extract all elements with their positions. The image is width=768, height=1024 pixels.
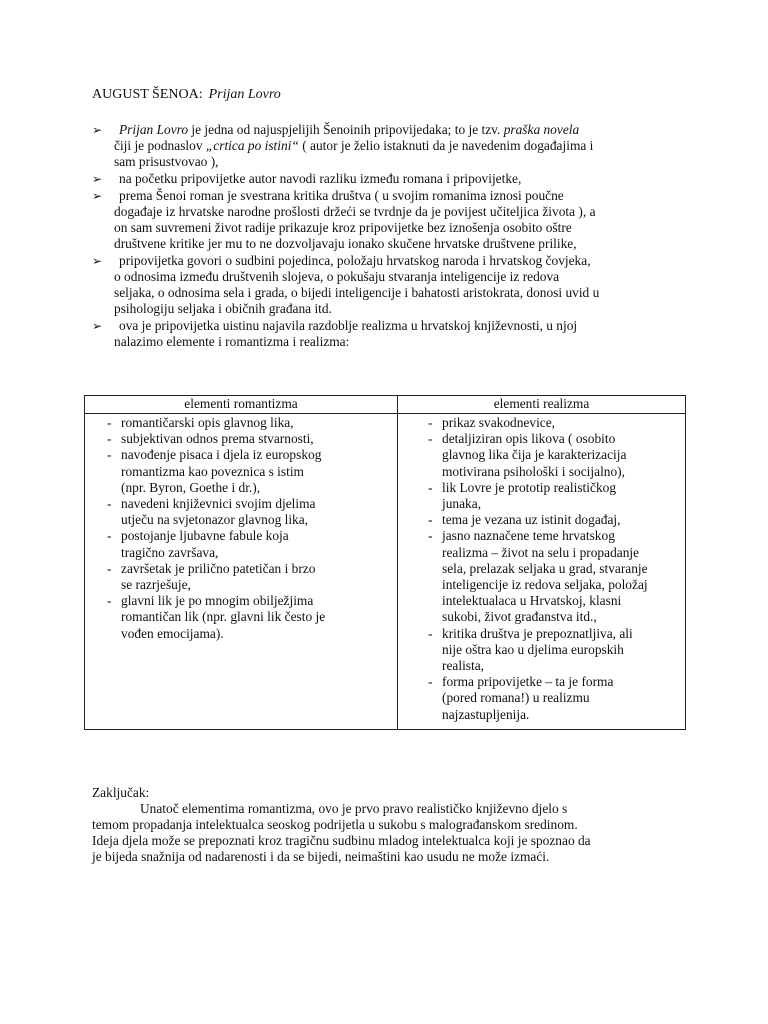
realism-item	[404, 528, 679, 625]
realism-item	[404, 415, 679, 431]
bullet-line	[114, 204, 682, 220]
romanticism-item	[91, 528, 391, 560]
dash-bullet-icon: -	[107, 496, 112, 512]
table-header-realism: elementi realizma	[398, 396, 686, 414]
bullet-line	[114, 138, 682, 154]
bullet-line	[114, 122, 682, 138]
item-line: postojanje ljubavne fabule koja	[121, 528, 289, 544]
bullet-list	[92, 122, 682, 351]
dash-bullet-icon: -	[107, 560, 112, 576]
item-line: forma pripovijetke – ta je forma	[442, 674, 614, 690]
italic-text: praška novela	[503, 122, 580, 137]
dash-bullet-icon: -	[428, 625, 433, 641]
romanticism-item	[91, 447, 391, 496]
arrow-bullet-icon: ➢	[92, 254, 103, 268]
text: psihologiju seljaka i običnih građana itd.	[114, 301, 332, 316]
item-line: lik Lovre je prototip realističkog	[442, 479, 617, 495]
text: o odnosima između društvenih slojeva, o pokušaju stvaranja inteligencije iz redova	[114, 269, 560, 284]
text: pripovijetka govori o sudbini pojedinca, položaju hrvatskog naroda i hrvatskog čovjeka,	[119, 253, 591, 268]
conclusion-section	[92, 785, 682, 865]
item-line: prikaz svakodnevice,	[442, 415, 556, 430]
dash-bullet-icon: -	[107, 415, 112, 430]
heading-work-title: Prijan Lovro	[208, 87, 281, 102]
bullet-line	[114, 269, 682, 285]
conclusion-line: temom propadanja intelektualca seoskog podrijetla u sukobu s malograđanskom sredinom.	[92, 817, 578, 832]
romanticism-cell	[85, 414, 398, 730]
realism-item	[404, 512, 679, 528]
dash-bullet-icon: -	[428, 528, 433, 544]
bullet-item	[92, 188, 682, 252]
arrow-bullet-icon: ➢	[92, 189, 103, 203]
item-line: najzastupljenija.	[442, 706, 530, 722]
italic-text: Prijan Lovro	[119, 122, 189, 137]
item-line: romantizma kao poveznica s istim	[121, 463, 304, 479]
realism-item	[404, 431, 679, 480]
bullet-line	[114, 154, 682, 170]
text: ( autor je želio istaknuti da je navedenim događajima i	[298, 138, 594, 153]
dash-bullet-icon: -	[107, 431, 112, 447]
item-line: inteligencije iz redova seljaka, položaj	[442, 577, 648, 593]
text: on sam suvremeni život radije prikazuje kroz pripovijetke bez iznošenja osobito oštre	[114, 220, 572, 235]
table-row	[85, 414, 686, 730]
item-line: tema je vezana uz istinit događaj,	[442, 512, 621, 528]
heading-author: AUGUST ŠENOA:	[92, 87, 203, 102]
bullet-line	[114, 253, 682, 269]
text: prema Šenoi roman je svestrana kritika društva ( u svojim romanima iznosi poučne	[119, 188, 564, 203]
item-line: navedeni književnici svojim djelima	[121, 496, 316, 512]
romanticism-item	[91, 561, 391, 593]
item-line: navođenje pisaca i djela iz europskog	[121, 447, 322, 463]
item-line: junaka,	[442, 496, 482, 512]
item-line: realizma – život na selu i propadanje	[442, 544, 640, 560]
document-heading	[92, 87, 281, 103]
conclusion-line: je bijeda snažnija od nadarenosti i da se bijedi, neimaštini kao usudu ne može izmaći.	[92, 849, 550, 864]
arrow-bullet-icon: ➢	[92, 172, 103, 186]
realism-item	[404, 626, 679, 675]
dash-bullet-icon: -	[428, 512, 433, 528]
dash-bullet-icon: -	[107, 593, 112, 609]
romanticism-item	[91, 496, 391, 528]
conclusion-title: Zaključak:	[92, 785, 150, 800]
text: seljaka, o odnosima sela i grada, o bijedi inteligencije i bahatosti aristokrata, donosi uvid u	[114, 285, 600, 300]
conclusion-line: Unatoč elementima romantizma, ovo je prvo pravo realističko književno djelo s	[140, 801, 568, 816]
text: ova je pripovijetka uistinu najavila razdoblje realizma u hrvatskoj književnosti, u njoj	[119, 318, 578, 333]
romanticism-item	[91, 593, 391, 642]
item-line: intelektualaca u Hrvatskoj, klasni	[442, 593, 622, 609]
romanticism-item	[91, 431, 391, 447]
item-line: (npr. Byron, Goethe i dr.),	[121, 479, 261, 495]
bullet-item	[92, 171, 682, 187]
text: je jedna od najuspjelijih Šenoinih pripovijedaka; to je tzv.	[188, 122, 504, 137]
item-line: romantičan lik (npr. glavni lik često je	[121, 609, 326, 625]
realism-cell	[398, 414, 686, 730]
dash-bullet-icon: -	[107, 447, 112, 463]
realism-item	[404, 480, 679, 512]
bullet-line	[114, 301, 682, 317]
table-header-row	[85, 396, 686, 414]
italic-text: „crtica po istini“	[205, 138, 299, 153]
dash-bullet-icon: -	[107, 528, 112, 544]
item-line: sukobi, život građanstva itd.,	[442, 609, 597, 625]
item-line: jasno naznačene teme hrvatskog	[442, 528, 615, 544]
table-header-romanticism: elementi romantizma	[85, 396, 398, 414]
bullet-line	[114, 236, 682, 252]
item-line: kritika društva je prepoznatljiva, ali	[442, 625, 633, 641]
item-line: tragično završava,	[121, 544, 219, 560]
arrow-bullet-icon: ➢	[92, 123, 103, 137]
text: događaje iz hrvatske narodne prošlosti držeći se tvrdnje da je povijest učiteljica života ), a	[114, 204, 596, 219]
bullet-line	[114, 285, 682, 301]
bullet-line	[114, 318, 682, 334]
item-line: (pored romana!) u realizmu	[442, 690, 590, 706]
item-line: vođen emocijama).	[121, 625, 224, 641]
comparison-table	[84, 395, 686, 730]
conclusion-line: Ideja djela može se prepoznati kroz tragičnu sudbinu mladog intelektualca koji je spoznao da	[92, 833, 591, 848]
bullet-line	[114, 334, 682, 350]
bullet-line	[114, 220, 682, 236]
item-line: subjektivan odnos prema stvarnosti,	[121, 431, 314, 447]
text: nalazimo elemente i romantizma i realizma:	[114, 334, 350, 349]
item-line: glavnog lika čija je karakterizacija	[442, 447, 627, 463]
dash-bullet-icon: -	[428, 479, 433, 495]
bullet-item	[92, 253, 682, 317]
realism-list	[404, 415, 679, 723]
romanticism-item	[91, 415, 391, 431]
text: čiji je podnaslov	[114, 138, 206, 153]
text: društvene kritike jer mu to ne dozvoljavaju ionako skučene hrvatske društvene prilike,	[114, 236, 577, 251]
item-line: motivirana psihološki i socijalno),	[442, 463, 625, 479]
bullet-line	[114, 171, 682, 187]
bullet-item	[92, 318, 682, 350]
romanticism-list	[91, 415, 391, 642]
item-line: glavni lik je po mnogim obilježjima	[121, 593, 314, 609]
item-line: sela, prelazak seljaka u grad, stvaranje	[442, 560, 648, 576]
item-line: nije oštra kao u djelima europskih	[442, 641, 624, 657]
text: na početku pripovijetke autor navodi razliku između romana i pripovijetke,	[119, 171, 522, 186]
realism-item	[404, 674, 679, 723]
item-line: završetak je prilično patetičan i brzo	[121, 560, 316, 576]
item-line: utječu na svjetonazor glavnog lika,	[121, 512, 309, 528]
item-line: romantičarski opis glavnog lika,	[121, 415, 294, 430]
item-line: realista,	[442, 658, 485, 674]
dash-bullet-icon: -	[428, 674, 433, 690]
item-line: se razrješuje,	[121, 577, 191, 593]
arrow-bullet-icon: ➢	[92, 319, 103, 333]
dash-bullet-icon: -	[428, 415, 433, 430]
dash-bullet-icon: -	[428, 431, 433, 447]
bullet-item	[92, 122, 682, 170]
item-line: detaljiziran opis likova ( osobito	[442, 431, 616, 447]
bullet-line	[114, 188, 682, 204]
text: sam prisustvovao ),	[114, 154, 219, 169]
